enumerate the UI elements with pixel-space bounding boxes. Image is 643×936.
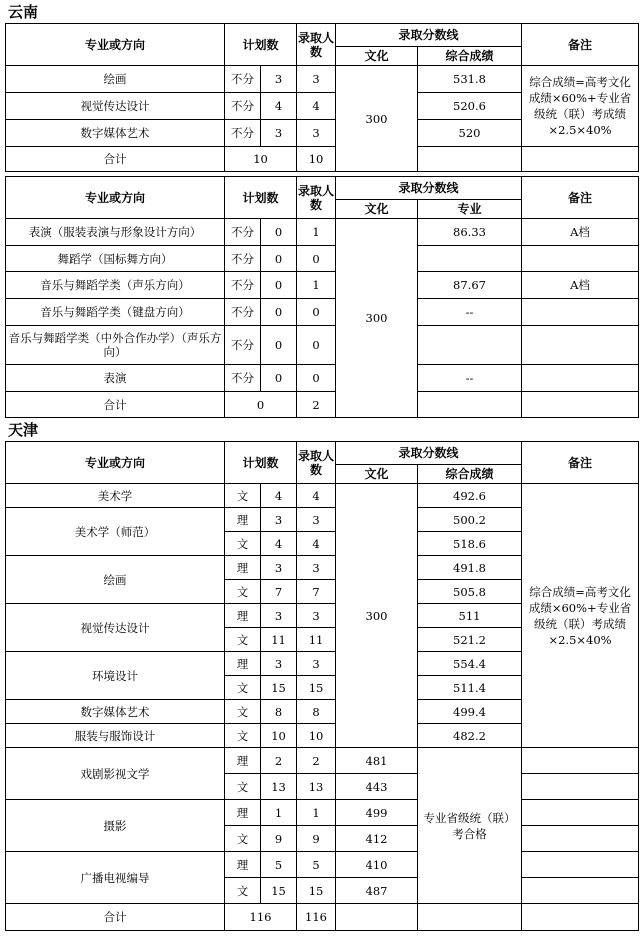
admit-count: 1 bbox=[297, 800, 336, 826]
header-major: 专业或方向 bbox=[6, 177, 225, 219]
major-name: 视觉传达设计 bbox=[6, 93, 225, 120]
admit-count: 5 bbox=[297, 852, 336, 878]
professional-score: -- bbox=[418, 365, 522, 392]
table-row bbox=[6, 246, 639, 272]
admit-count: 15 bbox=[297, 878, 336, 904]
composite-score: 492.6 bbox=[418, 484, 522, 508]
subject-type: 文 bbox=[225, 774, 261, 800]
major-name: 绘画 bbox=[6, 66, 225, 93]
admit-count: 15 bbox=[297, 676, 336, 700]
subject-type: 文 bbox=[225, 676, 261, 700]
header-note: 备注 bbox=[522, 442, 639, 484]
culture-score: 410 bbox=[336, 852, 418, 878]
culture-score: 412 bbox=[336, 826, 418, 852]
culture-score: 481 bbox=[336, 748, 418, 774]
plan-count: 9 bbox=[261, 826, 297, 852]
table-row bbox=[6, 392, 639, 418]
major-name: 表演 bbox=[6, 365, 225, 392]
composite-score: 505.8 bbox=[418, 580, 522, 604]
admit-count: 8 bbox=[297, 700, 336, 724]
major-name: 舞蹈学（国标舞方向） bbox=[6, 246, 225, 272]
plan-count: 3 bbox=[261, 66, 297, 93]
yunnan-table-2 bbox=[5, 176, 639, 418]
admit-count: 11 bbox=[297, 628, 336, 652]
empty-cell bbox=[522, 392, 639, 418]
table-row bbox=[6, 748, 639, 774]
total-label: 合计 bbox=[6, 904, 225, 931]
table-row bbox=[6, 365, 639, 392]
plan-count: 7 bbox=[261, 580, 297, 604]
note: A档 bbox=[522, 219, 639, 246]
subject-type: 不分 bbox=[225, 66, 261, 93]
plan-count: 4 bbox=[261, 532, 297, 556]
header-admit: 录取人数 bbox=[297, 442, 336, 484]
empty-cell bbox=[418, 904, 522, 931]
composite-score: 520 bbox=[418, 120, 522, 147]
subject-type: 不分 bbox=[225, 246, 261, 272]
table-row bbox=[6, 66, 639, 93]
subject-type: 文 bbox=[225, 532, 261, 556]
note bbox=[522, 299, 639, 326]
subject-type: 不分 bbox=[225, 219, 261, 246]
plan-count: 10 bbox=[261, 724, 297, 748]
culture-score: 300 bbox=[336, 484, 418, 748]
note bbox=[522, 878, 639, 904]
header-score-line: 录取分数线 bbox=[336, 24, 522, 47]
plan-count: 11 bbox=[261, 628, 297, 652]
note-formula: 综合成绩=高考文化成绩×60%+专业省级统（联）考成绩×2.5×40% bbox=[522, 66, 639, 147]
major-name: 音乐与舞蹈学类（键盘方向） bbox=[6, 299, 225, 326]
admit-count: 0 bbox=[297, 365, 336, 392]
major-name: 美术学 bbox=[6, 484, 225, 508]
header-professional: 专业 bbox=[418, 200, 522, 219]
major-name: 音乐与舞蹈学类（声乐方向） bbox=[6, 272, 225, 299]
total-plan: 10 bbox=[225, 147, 297, 172]
culture-score: 300 bbox=[336, 219, 418, 418]
plan-count: 3 bbox=[261, 652, 297, 676]
subject-type: 文 bbox=[225, 580, 261, 604]
header-major: 专业或方向 bbox=[6, 442, 225, 484]
plan-count: 3 bbox=[261, 508, 297, 532]
header-plan: 计划数 bbox=[225, 24, 297, 66]
composite-score: 518.6 bbox=[418, 532, 522, 556]
major-name: 数字媒体艺术 bbox=[6, 120, 225, 147]
plan-count: 2 bbox=[261, 748, 297, 774]
total-plan: 116 bbox=[225, 904, 297, 931]
composite-score: 511.4 bbox=[418, 676, 522, 700]
table-row bbox=[6, 800, 639, 826]
major-name: 美术学（师范） bbox=[6, 508, 225, 556]
subject-type: 理 bbox=[225, 852, 261, 878]
culture-score: 499 bbox=[336, 800, 418, 826]
header-plan: 计划数 bbox=[225, 177, 297, 219]
composite-score: 499.4 bbox=[418, 700, 522, 724]
header-score-line: 录取分数线 bbox=[336, 177, 522, 200]
culture-score: 443 bbox=[336, 774, 418, 800]
plan-count: 0 bbox=[261, 326, 297, 365]
table-row bbox=[6, 484, 639, 508]
plan-count: 15 bbox=[261, 676, 297, 700]
subject-type: 理 bbox=[225, 748, 261, 774]
admit-count: 9 bbox=[297, 826, 336, 852]
admit-count: 4 bbox=[297, 484, 336, 508]
table-row bbox=[6, 24, 639, 47]
major-name: 表演（服装表演与形象设计方向） bbox=[6, 219, 225, 246]
total-admit: 2 bbox=[297, 392, 336, 418]
table-row bbox=[6, 272, 639, 299]
major-name: 广播电视编导 bbox=[6, 852, 225, 904]
composite-score: 521.2 bbox=[418, 628, 522, 652]
header-culture: 文化 bbox=[336, 47, 418, 66]
total-admit: 116 bbox=[297, 904, 336, 931]
professional-score bbox=[418, 326, 522, 365]
tianjin-table bbox=[5, 441, 639, 931]
culture-score: 487 bbox=[336, 878, 418, 904]
total-label: 合计 bbox=[6, 147, 225, 172]
admit-count: 4 bbox=[297, 93, 336, 120]
note bbox=[522, 774, 639, 800]
admit-count: 13 bbox=[297, 774, 336, 800]
composite-score: 531.8 bbox=[418, 66, 522, 93]
subject-type: 不分 bbox=[225, 93, 261, 120]
empty-cell bbox=[522, 904, 639, 931]
professional-score: 86.33 bbox=[418, 219, 522, 246]
note bbox=[522, 246, 639, 272]
note bbox=[522, 326, 639, 365]
plan-count: 0 bbox=[261, 219, 297, 246]
table-row bbox=[6, 299, 639, 326]
table-row bbox=[6, 147, 639, 172]
total-admit: 10 bbox=[297, 147, 336, 172]
admit-count: 1 bbox=[297, 272, 336, 299]
major-name: 服装与服饰设计 bbox=[6, 724, 225, 748]
plan-count: 3 bbox=[261, 556, 297, 580]
plan-count: 5 bbox=[261, 852, 297, 878]
major-name: 音乐与舞蹈学类（中外合作办学）（声乐方向） bbox=[6, 326, 225, 365]
plan-count: 0 bbox=[261, 299, 297, 326]
subject-type: 文 bbox=[225, 878, 261, 904]
header-admit: 录取人数 bbox=[297, 24, 336, 66]
admit-count: 3 bbox=[297, 556, 336, 580]
table-row bbox=[6, 219, 639, 246]
empty-cell bbox=[336, 904, 418, 931]
header-note: 备注 bbox=[522, 24, 639, 66]
region-title-tianjin: 天津 bbox=[8, 421, 39, 439]
composite-score: 520.6 bbox=[418, 93, 522, 120]
admit-count: 10 bbox=[297, 724, 336, 748]
major-name: 环境设计 bbox=[6, 652, 225, 700]
subject-type: 文 bbox=[225, 700, 261, 724]
admit-count: 1 bbox=[297, 219, 336, 246]
subject-type: 理 bbox=[225, 800, 261, 826]
header-culture: 文化 bbox=[336, 465, 418, 484]
table-row bbox=[6, 326, 639, 365]
subject-type: 理 bbox=[225, 556, 261, 580]
major-name: 绘画 bbox=[6, 556, 225, 604]
subject-type: 理 bbox=[225, 604, 261, 628]
total-label: 合计 bbox=[6, 392, 225, 418]
yunnan-table-1 bbox=[5, 23, 639, 172]
table-row bbox=[6, 852, 639, 878]
plan-count: 0 bbox=[261, 365, 297, 392]
professional-score: 87.67 bbox=[418, 272, 522, 299]
admit-count: 2 bbox=[297, 748, 336, 774]
subject-type: 不分 bbox=[225, 272, 261, 299]
note bbox=[522, 826, 639, 852]
plan-count: 8 bbox=[261, 700, 297, 724]
header-major: 专业或方向 bbox=[6, 24, 225, 66]
admit-count: 0 bbox=[297, 326, 336, 365]
note bbox=[522, 748, 639, 774]
subject-type: 文 bbox=[225, 724, 261, 748]
major-name: 数字媒体艺术 bbox=[6, 700, 225, 724]
composite-score: 482.2 bbox=[418, 724, 522, 748]
subject-type: 文 bbox=[225, 628, 261, 652]
admit-count: 3 bbox=[297, 66, 336, 93]
table-row bbox=[6, 177, 639, 200]
admit-count: 3 bbox=[297, 120, 336, 147]
header-plan: 计划数 bbox=[225, 442, 297, 484]
admit-count: 4 bbox=[297, 532, 336, 556]
table-row bbox=[6, 904, 639, 931]
region-title-yunnan: 云南 bbox=[8, 3, 39, 21]
empty-cell bbox=[522, 147, 639, 172]
subject-type: 文 bbox=[225, 826, 261, 852]
composite-score: 491.8 bbox=[418, 556, 522, 580]
plan-count: 0 bbox=[261, 246, 297, 272]
admit-count: 0 bbox=[297, 299, 336, 326]
note bbox=[522, 800, 639, 826]
subject-type: 不分 bbox=[225, 365, 261, 392]
admit-count: 3 bbox=[297, 652, 336, 676]
note bbox=[522, 852, 639, 878]
plan-count: 13 bbox=[261, 774, 297, 800]
admit-count: 0 bbox=[297, 246, 336, 272]
culture-score: 300 bbox=[336, 66, 418, 172]
admit-count: 3 bbox=[297, 604, 336, 628]
professional-score: -- bbox=[418, 299, 522, 326]
plan-count: 15 bbox=[261, 878, 297, 904]
plan-count: 3 bbox=[261, 604, 297, 628]
header-score-line: 录取分数线 bbox=[336, 442, 522, 465]
plan-count: 4 bbox=[261, 93, 297, 120]
subject-type: 理 bbox=[225, 652, 261, 676]
header-culture: 文化 bbox=[336, 200, 418, 219]
composite-score: 500.2 bbox=[418, 508, 522, 532]
plan-count: 1 bbox=[261, 800, 297, 826]
note: A档 bbox=[522, 272, 639, 299]
composite-score: 554.4 bbox=[418, 652, 522, 676]
header-composite: 综合成绩 bbox=[418, 465, 522, 484]
empty-cell bbox=[418, 147, 522, 172]
subject-type: 不分 bbox=[225, 299, 261, 326]
major-name: 视觉传达设计 bbox=[6, 604, 225, 652]
empty-cell bbox=[418, 392, 522, 418]
plan-count: 0 bbox=[261, 272, 297, 299]
subject-type: 不分 bbox=[225, 120, 261, 147]
note bbox=[522, 365, 639, 392]
major-name: 戏剧影视文学 bbox=[6, 748, 225, 800]
plan-count: 3 bbox=[261, 120, 297, 147]
admit-count: 7 bbox=[297, 580, 336, 604]
major-name: 摄影 bbox=[6, 800, 225, 852]
header-note: 备注 bbox=[522, 177, 639, 219]
total-plan: 0 bbox=[225, 392, 297, 418]
plan-count: 4 bbox=[261, 484, 297, 508]
header-composite: 综合成绩 bbox=[418, 47, 522, 66]
subject-type: 不分 bbox=[225, 326, 261, 365]
header-admit: 录取人数 bbox=[297, 177, 336, 219]
subject-type: 文 bbox=[225, 484, 261, 508]
subject-type: 理 bbox=[225, 508, 261, 532]
admit-count: 3 bbox=[297, 508, 336, 532]
table-row bbox=[6, 442, 639, 465]
composite-score: 511 bbox=[418, 604, 522, 628]
note-formula: 综合成绩=高考文化成绩×60%+专业省级统（联）考成绩×2.5×40% bbox=[522, 484, 639, 748]
professional-score bbox=[418, 246, 522, 272]
composite-requirement: 专业省级统（联）考合格 bbox=[418, 748, 522, 904]
